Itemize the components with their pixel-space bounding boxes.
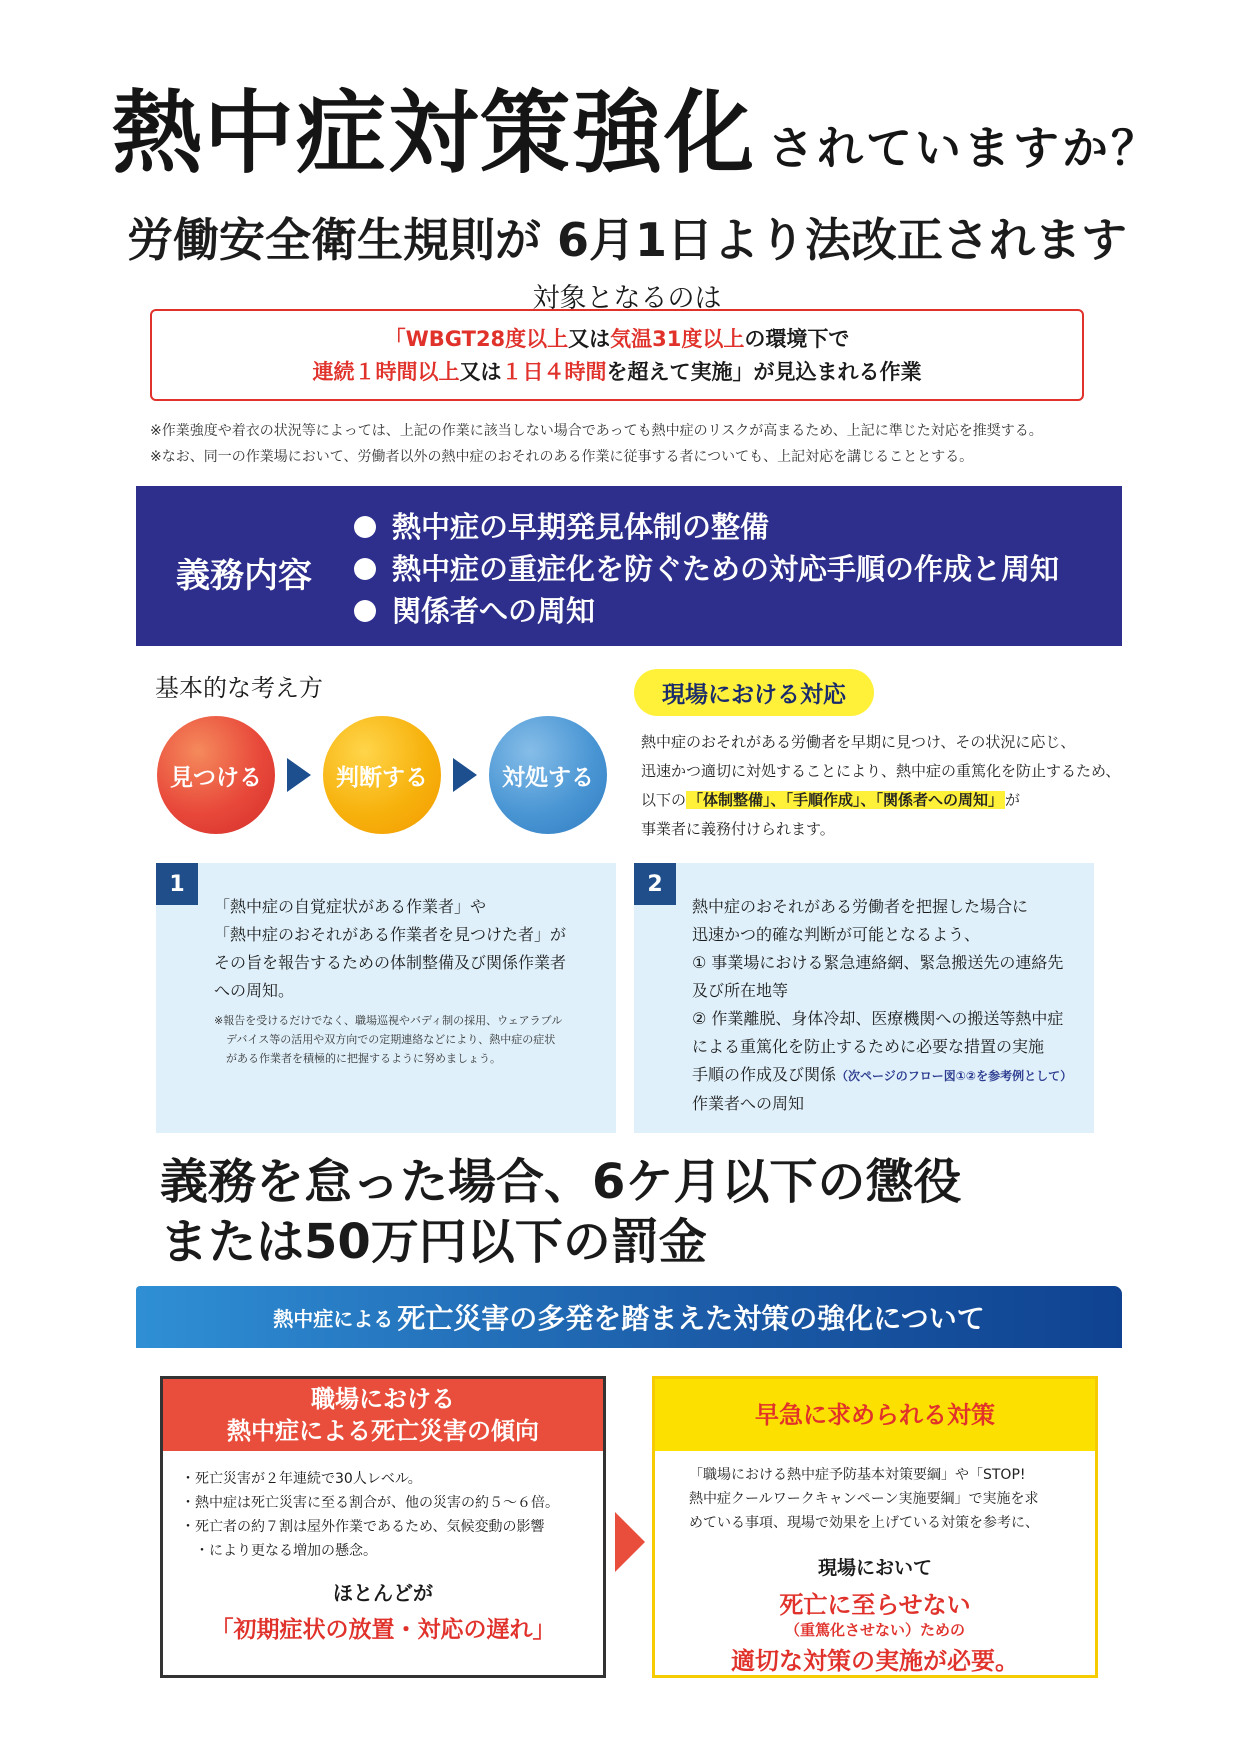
step-label: 判断する — [336, 764, 428, 791]
note-line: ※作業強度や着衣の状況等によっては、上記の作業に該当しない場合であっても熱中症のリスクが高まるため、上記に準じた対応を推奨する。 — [150, 423, 1043, 439]
penalty-line: 義務を怠った場合、6ケ月以下の懲役 — [160, 1154, 962, 1210]
duty-band — [136, 486, 1122, 646]
condition-text: 又は — [568, 327, 611, 351]
trend-box — [160, 1376, 606, 1678]
measure-line: めている事項、現場で効果を上げている対策を参考に、 — [689, 1515, 1039, 1531]
panel-line: による重篤化を防止するために必要な措置の実施 — [692, 1037, 1045, 1056]
step-label: 見つける — [170, 764, 262, 791]
section-header — [136, 1286, 1122, 1348]
condition-text: 「 — [384, 327, 406, 351]
step-judge-circle — [323, 716, 441, 834]
duty-list — [354, 506, 1059, 632]
condition-box — [150, 309, 1084, 401]
onsite-text-post: が — [1005, 791, 1021, 809]
step-find-circle — [157, 716, 275, 834]
trend-heading-line: 職場における — [311, 1385, 455, 1413]
panel-line: その旨を報告するための体制整備及び関係作業者 — [214, 953, 567, 972]
panel-line: 熱中症のおそれがある労働者を把握した場合に — [692, 897, 1029, 916]
panel-line: 迅速かつ的確な判断が可能となるよう、 — [692, 925, 981, 944]
duty-item-label: 熱中症の早期発見体制の整備 — [392, 510, 770, 544]
panel-text: 手順の作成及び関係 — [692, 1065, 837, 1084]
bullet-icon — [354, 600, 376, 622]
approach-title: 基本的な考え方 — [155, 674, 323, 702]
panel-procedure — [634, 863, 1094, 1133]
duty-item-label: 関係者への周知 — [392, 594, 596, 628]
panel-line: 「熱中症のおそれがある作業者を見つけた者」が — [214, 925, 567, 944]
condition-text: の環境下で — [744, 327, 850, 351]
note-line: ※なお、同一の作業場において、労働者以外の熱中症のおそれのある作業に従事する者についても、上記対応を講じることとする。 — [150, 449, 974, 465]
panel-line: への周知。 — [214, 981, 295, 1000]
duty-item-label: 熱中症の重症化を防ぐための対応手順の作成と周知 — [392, 552, 1060, 586]
subtitle: 労働安全衛生規則が 6月1日より法改正されます — [126, 213, 1128, 267]
panel-line: 及び所在地等 — [692, 981, 789, 1000]
penalty-line: または50万円以下の罰金 — [160, 1214, 707, 1270]
title-tail: されていますか？ — [768, 121, 1160, 175]
step-act-circle — [489, 716, 607, 834]
trend-mostly: ほとんどが — [333, 1581, 433, 1605]
target-label: 対象となるのは — [532, 283, 722, 314]
onsite-line: 事業者に義務付けられます。 — [641, 820, 835, 838]
panel-note — [214, 1011, 562, 1068]
condition-daily: １日４時間 — [501, 360, 607, 384]
onsite-title: 現場における対応 — [634, 669, 874, 716]
onsite-line: 迅速かつ適切に対処することにより、熱中症の重篤化を防止するため、 — [641, 762, 1121, 780]
condition-text: を超えて実施」が見込まれる作業 — [606, 360, 922, 384]
measure-site: 現場において — [817, 1557, 932, 1579]
trend-item-continued — [181, 1539, 559, 1563]
measure-text — [689, 1463, 1039, 1535]
penalty-statement — [160, 1152, 961, 1272]
condition-line-2 — [152, 356, 1082, 389]
panel-line: 作業者への周知 — [692, 1094, 805, 1113]
panel-line: ① 事業場における緊急連絡網、緊急搬送先の連絡先 — [692, 953, 1064, 972]
condition-text: 又は — [459, 360, 502, 384]
duty-label: 義務内容 — [176, 556, 312, 596]
flow-reference: （次ページのフロー図①②を参考例として） — [836, 1069, 1073, 1083]
section-pre: 熱中症による — [273, 1306, 394, 1331]
number-badge: 1 — [156, 863, 198, 905]
notes — [150, 418, 1043, 470]
trend-list — [181, 1467, 559, 1563]
panel-line: ② 作業離脱、身体冷却、医療機関への搬送等熱中症 — [692, 1009, 1064, 1028]
measure-main: 適切な対策の実施が必要。 — [731, 1647, 1019, 1675]
duty-item — [354, 506, 1059, 548]
onsite-highlight: 「体制整備」、「手順作成」、「関係者への周知」 — [688, 791, 1004, 809]
measure-main: 死亡に至らせない — [779, 1591, 971, 1619]
measure-heading: 早急に求められる対策 — [655, 1379, 1095, 1451]
condition-wbgt: WBGT28度以上 — [405, 327, 569, 351]
step-label: 対処する — [502, 764, 594, 791]
condition-temp: 気温31度以上 — [610, 327, 745, 351]
trend-cause: 「初期症状の放置・対応の遅れ」 — [210, 1617, 556, 1643]
condition-line-1 — [152, 323, 1082, 356]
title-main: 熱中症対策強化 — [112, 81, 756, 186]
bullet-icon — [354, 516, 376, 538]
right-arrow-icon — [287, 758, 311, 792]
panel-body — [214, 893, 566, 1005]
right-arrow-icon — [615, 1512, 645, 1572]
measure-line: 「職場における熱中症予防基本対策要綱」や「STOP! — [689, 1467, 1026, 1483]
note-line: がある作業者を積極的に把握するように努めましょう。 — [226, 1052, 501, 1065]
onsite-line — [641, 786, 1120, 815]
panel-body — [692, 893, 1072, 1118]
duty-item — [354, 548, 1059, 590]
trend-heading — [163, 1379, 603, 1451]
note-line: ※報告を受けるだけでなく、職場巡視やバディ制の採用、ウェアラブル — [214, 1014, 563, 1027]
page-title — [112, 81, 1160, 186]
condition-continuous: 連続１時間以上 — [312, 360, 460, 384]
measure-line: 熱中症クールワークキャンペーン実施要綱」で実施を求 — [689, 1491, 1039, 1507]
onsite-text — [641, 728, 1120, 844]
trend-item: ・ 死亡災害が２年連続で30人レベル。 — [181, 1467, 559, 1491]
panel-reporting-system — [156, 863, 616, 1133]
onsite-text-pre: 以下の — [641, 791, 687, 809]
panel-line: 「熱中症の自覚症状がある作業者」や — [214, 897, 487, 916]
right-arrow-icon — [453, 758, 477, 792]
bullet-icon — [354, 558, 376, 580]
measure-sub: （重篤化させない）ための — [784, 1621, 965, 1639]
trend-item-text: により更なる増加の懸念。 — [209, 1543, 377, 1559]
note-line: デバイス等の活用や双方向での定期連絡などにより、熱中症の症状 — [226, 1033, 556, 1046]
panel-line — [692, 1061, 1072, 1090]
onsite-line: 熱中症のおそれがある労働者を早期に見つけ、その状況に応じ、 — [641, 733, 1076, 751]
trend-item: ・ 熱中症は死亡災害に至る割合が、他の災害の約５～６倍。 — [181, 1491, 559, 1515]
trend-heading-line: 熱中症による死亡災害の傾向 — [227, 1417, 539, 1445]
number-badge: 2 — [634, 863, 676, 905]
trend-item: ・ 死亡者の約７割は屋外作業であるため、気候変動の影響 — [181, 1515, 559, 1539]
section-title: 死亡災害の多発を踏まえた対策の強化について — [397, 1302, 985, 1335]
measure-box — [652, 1376, 1098, 1678]
duty-item — [354, 590, 1059, 632]
